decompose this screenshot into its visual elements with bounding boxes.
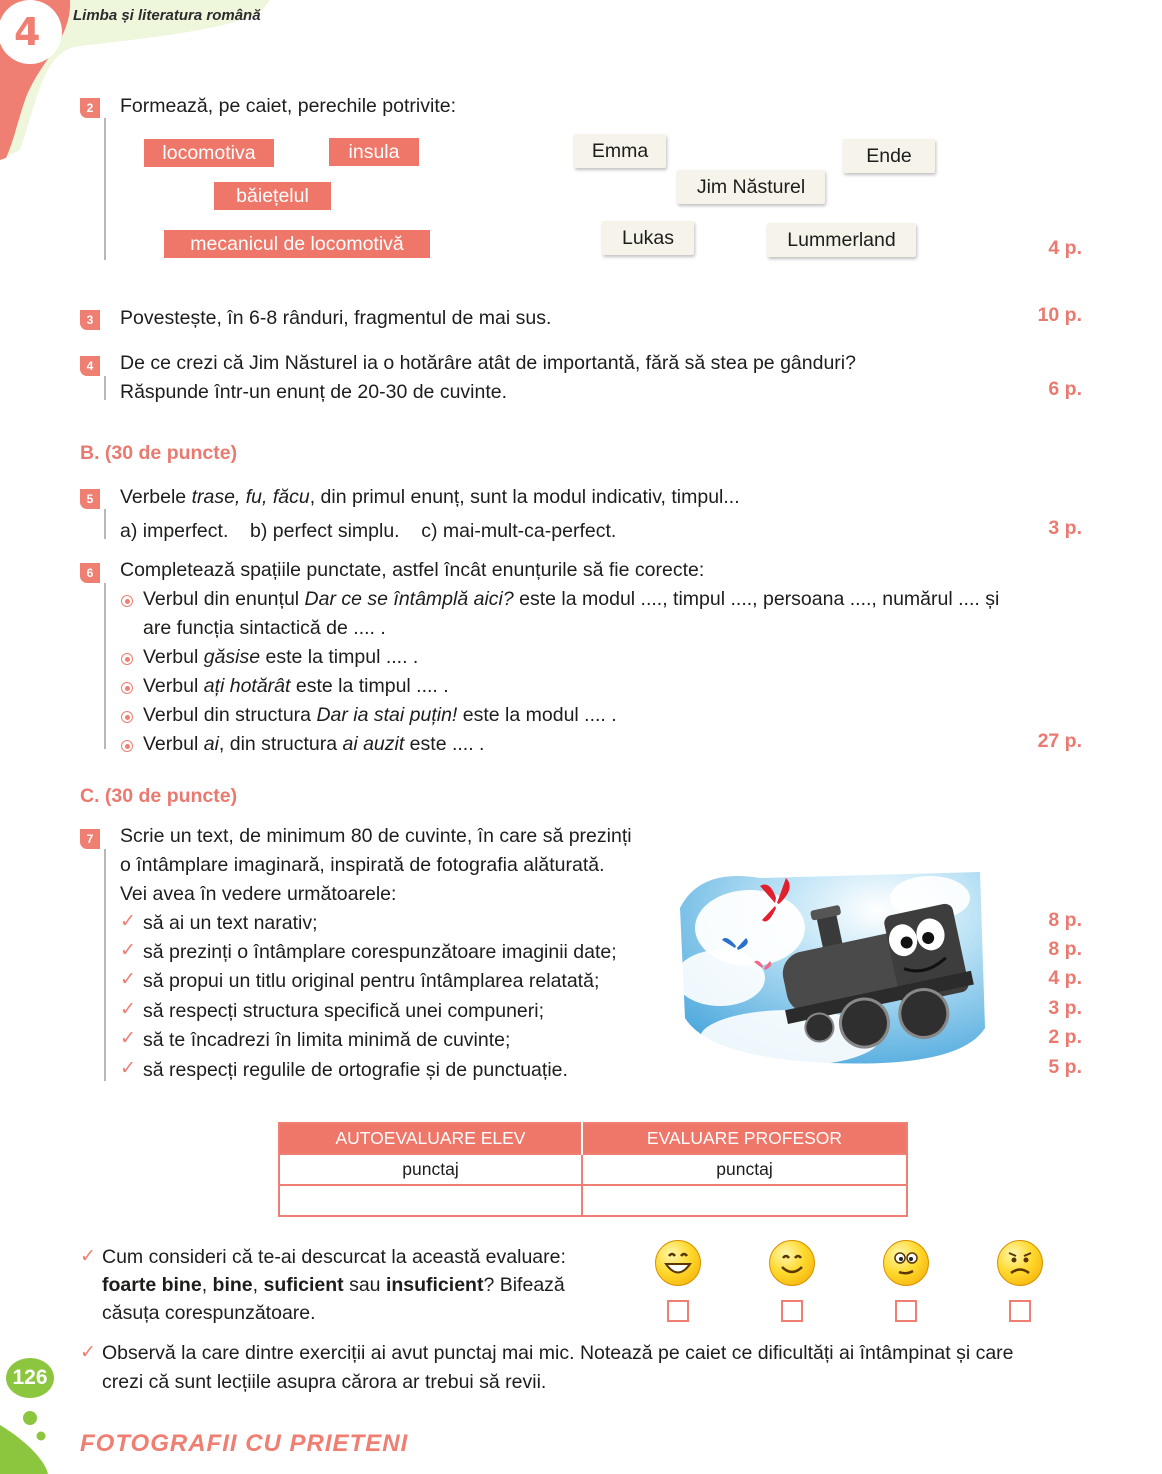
check-icon: ✓ (120, 1028, 136, 1049)
exercise-rule (104, 509, 106, 539)
checkbox-sufficient[interactable] (895, 1300, 917, 1322)
worried-face-icon (997, 1240, 1043, 1286)
word-label: băiețelul (214, 182, 331, 210)
paper-label: Emma (574, 134, 666, 168)
checkbox-very-good[interactable] (667, 1300, 689, 1322)
exercise-text: Povestește, în 6-8 rânduri, fragmentul de mai sus. (120, 307, 552, 329)
exercise-item: Verbul din enunțul Dar ce se întâmplă aici? este la modul ...., timpul ...., persoana ...., numărul .... și (143, 588, 1000, 610)
section-heading: B. (30 de puncte) (80, 442, 238, 464)
exercise-rule (104, 376, 106, 400)
points: 5 p. (1048, 1056, 1082, 1078)
page-number: 126 (6, 1358, 54, 1398)
exercise-item: Verbul din structura Dar ia stai puțin! este la modul .... . (143, 704, 617, 726)
exercise-number: 5 (80, 489, 100, 509)
points: 8 p. (1048, 909, 1082, 931)
footer-title: FOTOGRAFII CU PRIETENI (80, 1430, 409, 1457)
reflection-text: crezi că sunt lecțiile asupra cărora ar trebui să revii. (102, 1371, 547, 1393)
laughing-face-icon (655, 1240, 701, 1286)
bullet-icon (121, 740, 133, 752)
evaluation-table (278, 1122, 908, 1217)
section-heading: C. (30 de puncte) (80, 785, 238, 807)
exercise-text: Verbele trase, fu, făcu, din primul enunț, sunt la modul indicativ, timpul... (120, 486, 740, 508)
points: 10 p. (1037, 304, 1082, 326)
score-input-cell[interactable] (279, 1185, 582, 1216)
paper-label: Lukas (602, 221, 694, 255)
header-title: Limba și literatura română (73, 7, 261, 24)
exercise-rule (104, 583, 106, 749)
paper-label: Ende (843, 139, 935, 173)
word-label: insula (329, 138, 419, 166)
exercise-number: 4 (80, 356, 100, 376)
exercise-text: o întâmplare imaginară, inspirată de fotografia alăturată. (120, 854, 605, 876)
exercise-number: 6 (80, 563, 100, 583)
criterion-text: să prezinți o întâmplare corespunzătoare imaginii date; (143, 941, 617, 963)
points: 2 p. (1048, 1026, 1082, 1048)
score-input-cell[interactable] (582, 1185, 907, 1216)
exercise-number: 3 (80, 310, 100, 330)
smiling-face-icon (769, 1240, 815, 1286)
locomotive-illustration (680, 868, 990, 1068)
check-icon: ✓ (80, 1342, 96, 1363)
reflection-text: foarte bine, bine, suficient sau insuficient? Bifează (102, 1274, 565, 1296)
table-header: EVALUARE PROFESOR (646, 1128, 843, 1148)
exercise-item: Verbul ai, din structura ai auzit este .... . (143, 733, 485, 755)
bullet-icon (121, 653, 133, 665)
bullet-icon (121, 595, 133, 607)
points: 27 p. (1037, 730, 1082, 752)
points: 4 p. (1048, 237, 1082, 259)
checkbox-insufficient[interactable] (1009, 1300, 1031, 1322)
points: 4 p. (1048, 967, 1082, 989)
points: 3 p. (1048, 997, 1082, 1019)
paper-label: Lummerland (767, 223, 916, 257)
criterion-text: să ai un text narativ; (143, 912, 318, 934)
reflection-text: căsuța corespunzătoare. (102, 1302, 316, 1324)
exercise-rule (104, 118, 106, 260)
criterion-text: să propui un titlu original pentru întâmplarea relatată; (143, 970, 600, 992)
reflection-text: Observă la care dintre exerciții ai avut punctaj mai mic. Notează pe caiet ce dificultăți ai întâmpinat și care (102, 1342, 1014, 1364)
checkbox-good[interactable] (781, 1300, 803, 1322)
chapter-number: 4 (14, 10, 41, 54)
exercise-options: a) imperfect. b) perfect simplu. c) mai-mult-ca-perfect. (120, 520, 617, 542)
paper-label: Jim Năsturel (677, 170, 825, 204)
exercise-rule (104, 849, 106, 1081)
word-label: mecanicul de locomotivă (164, 230, 430, 258)
table-cell: punctaj (279, 1154, 582, 1185)
check-icon: ✓ (120, 911, 136, 932)
points: 3 p. (1048, 517, 1082, 539)
check-icon: ✓ (80, 1246, 96, 1267)
table-header: AUTOEVALUARE ELEV (279, 1123, 582, 1154)
points: 8 p. (1048, 938, 1082, 960)
exercise-number: 7 (80, 829, 100, 849)
points: 6 p. (1048, 378, 1082, 400)
bullet-icon (121, 682, 133, 694)
exercise-item: Verbul găsise este la timpul .... . (143, 646, 419, 668)
exercise-prompt: Completează spațiile punctate, astfel încât enunțurile să fie corecte: (120, 559, 705, 581)
criterion-text: să te încadrezi în limita minimă de cuvinte; (143, 1029, 511, 1051)
exercise-text: Scrie un text, de minimum 80 de cuvinte, în care să prezinți (120, 825, 632, 847)
reflection-text: Cum consideri că te-ai descurcat la această evaluare: (102, 1246, 566, 1268)
criterion-text: să respecți structura specifică unei compuneri; (143, 1000, 545, 1022)
exercise-number: 2 (80, 98, 100, 118)
check-icon: ✓ (120, 969, 136, 990)
check-icon: ✓ (120, 999, 136, 1020)
criterion-text: să respecți regulile de ortografie și de punctuație. (143, 1059, 568, 1081)
check-icon: ✓ (120, 940, 136, 961)
table-cell: punctaj (582, 1154, 907, 1185)
check-icon: ✓ (120, 1058, 136, 1079)
exercise-text: De ce crezi că Jim Năsturel ia o hotărâre atât de importantă, fără să stea pe gânduri? (120, 352, 856, 374)
header-decoration (0, 0, 270, 160)
exercise-prompt: Formează, pe caiet, perechile potrivite: (120, 95, 456, 117)
neutral-face-icon (883, 1240, 929, 1286)
exercise-text: Vei avea în vedere următoarele: (120, 883, 397, 905)
exercise-item: Verbul ați hotărât este la timpul .... . (143, 675, 449, 697)
word-label: locomotiva (144, 139, 274, 167)
bullet-icon (121, 711, 133, 723)
exercise-item: are funcția sintactică de .... . (143, 617, 386, 639)
exercise-text: Răspunde într-un enunț de 20-30 de cuvinte. (120, 381, 508, 403)
